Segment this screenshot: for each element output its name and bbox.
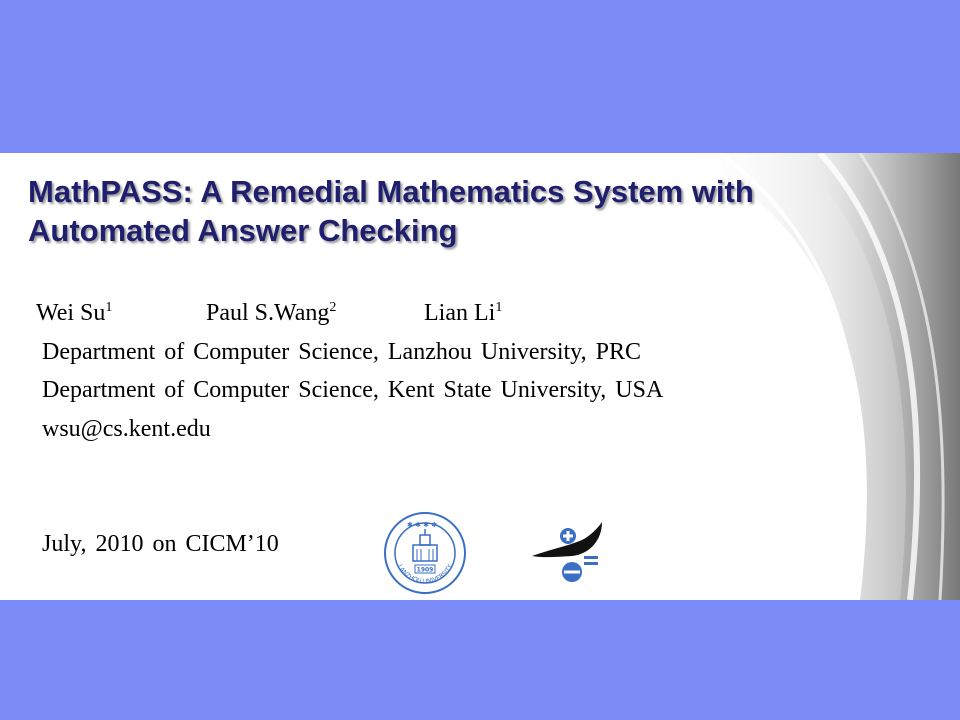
- contact-email: wsu@cs.kent.edu: [42, 416, 211, 442]
- author-paul-wang: Paul S.Wang$^2$: [206, 300, 337, 326]
- presentation-title: [28, 172, 928, 250]
- affiliation-marker: 2: [329, 300, 337, 315]
- svg-text:1909: 1909: [416, 566, 434, 574]
- affiliation-lanzhou: Department of Computer Science, Lanzhou University, PRC: [42, 339, 641, 365]
- lanzhou-university-logo: [383, 511, 467, 595]
- bottom-color-band: [0, 600, 960, 720]
- author-lian-li: Lian Li$^1$: [424, 300, 503, 326]
- svg-text:✱ ✱ ✱ ✱: ✱ ✱ ✱ ✱: [407, 521, 438, 529]
- kent-state-logo: [528, 520, 604, 590]
- author-wei-su: Wei Su$^1$: [36, 300, 113, 326]
- affiliation-marker: 1: [495, 300, 503, 315]
- title-line-2: Automated Answer Checking: [28, 213, 458, 248]
- svg-text:LANZHOU UNIVERSITY: LANZHOU UNIVERSITY: [396, 563, 454, 586]
- top-color-band: [0, 0, 960, 153]
- title-line-1: MathPASS: A Remedial Mathematics System with: [28, 174, 754, 209]
- affiliation-marker: 1: [105, 300, 113, 315]
- affiliation-kent: Department of Computer Science, Kent State University, USA: [42, 377, 664, 403]
- conference-date: July, 2010 on CICM’10: [42, 531, 279, 557]
